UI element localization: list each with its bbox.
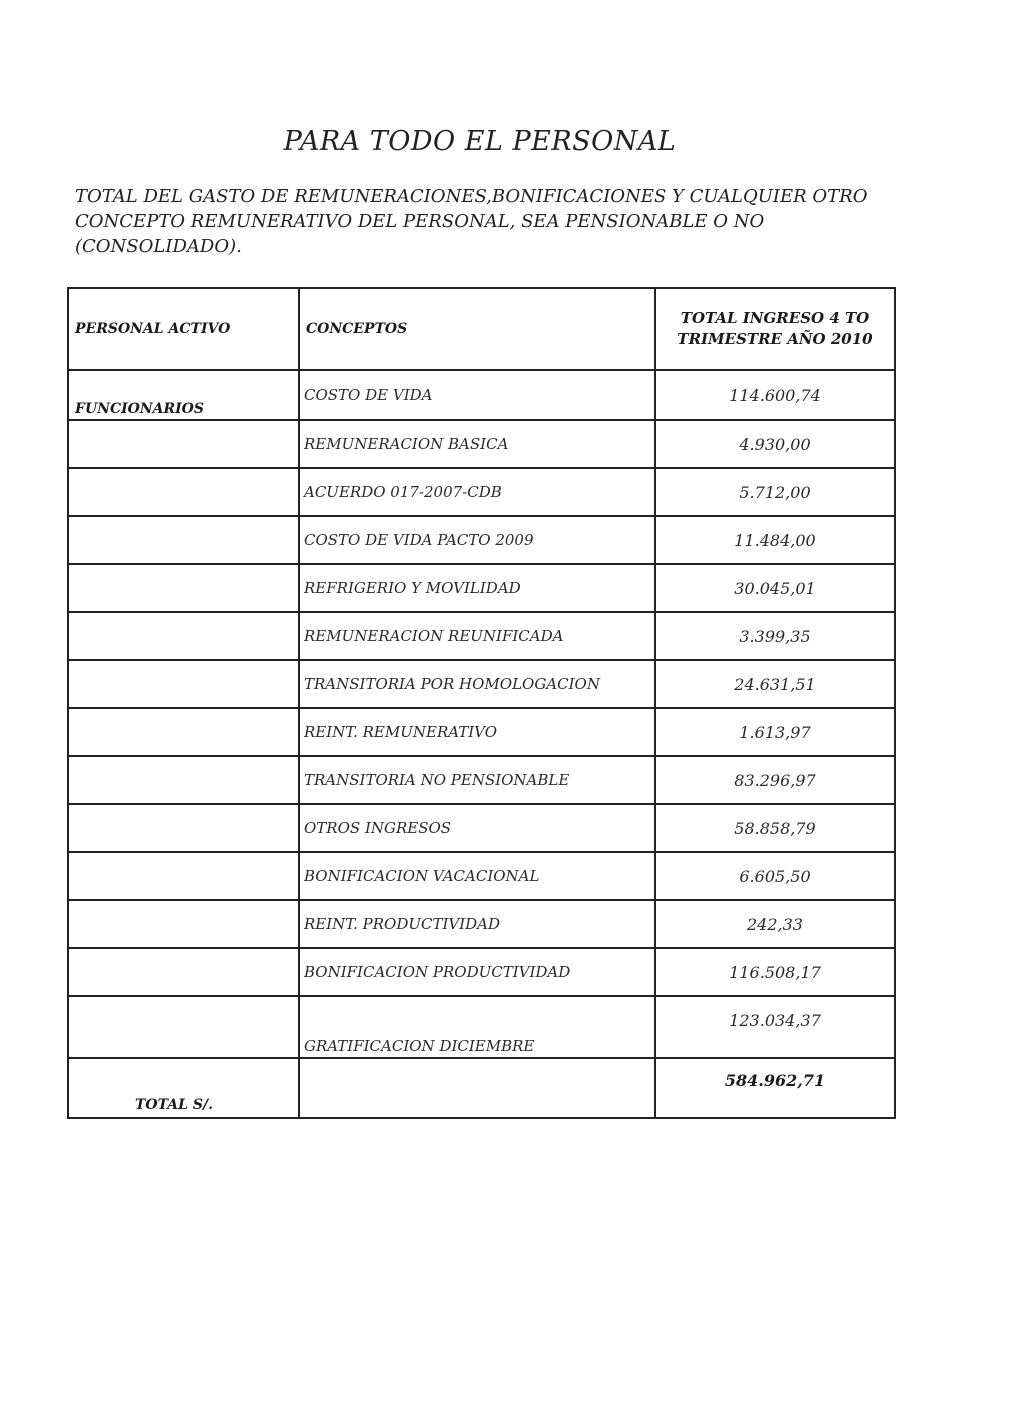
total-empty-cell bbox=[299, 1058, 655, 1118]
amount-cell: 5.712,00 bbox=[655, 468, 895, 516]
concept-cell: REMUNERACION BASICA bbox=[299, 420, 655, 468]
personal-cell bbox=[68, 468, 299, 516]
concept-cell: REINT. REMUNERATIVO bbox=[299, 708, 655, 756]
table-row bbox=[68, 804, 895, 852]
concept-cell: GRATIFICACION DICIEMBRE bbox=[299, 996, 655, 1058]
description-line-1: TOTAL DEL GASTO DE REMUNERACIONES,BONIFICACIONES Y CUALQUIER OTRO bbox=[75, 186, 868, 207]
amount-cell: 11.484,00 bbox=[655, 516, 895, 564]
amount-cell: 30.045,01 bbox=[655, 564, 895, 612]
amount-cell: 4.930,00 bbox=[655, 420, 895, 468]
concept-cell: COSTO DE VIDA PACTO 2009 bbox=[299, 516, 655, 564]
table-row bbox=[68, 420, 895, 468]
description-line-3: (CONSOLIDADO). bbox=[75, 236, 242, 257]
personal-cell bbox=[68, 852, 299, 900]
header-total-ingreso bbox=[655, 288, 895, 370]
concept-cell: OTROS INGRESOS bbox=[299, 804, 655, 852]
personal-cell bbox=[68, 660, 299, 708]
header-total-ingreso-line-2: TRIMESTRE AÑO 2010 bbox=[677, 330, 873, 348]
header-personal-activo: PERSONAL ACTIVO bbox=[68, 288, 299, 370]
amount-cell: 114.600,74 bbox=[655, 370, 895, 420]
total-row bbox=[68, 1058, 895, 1118]
concept-cell: COSTO DE VIDA bbox=[299, 370, 655, 420]
table-row bbox=[68, 996, 895, 1058]
amount-cell: 6.605,50 bbox=[655, 852, 895, 900]
personal-cell bbox=[68, 420, 299, 468]
table-row bbox=[68, 900, 895, 948]
table-row bbox=[68, 370, 895, 420]
description-line-2: CONCEPTO REMUNERATIVO DEL PERSONAL, SEA PENSIONABLE O NO bbox=[75, 211, 765, 232]
personal-cell bbox=[68, 708, 299, 756]
total-label: TOTAL S/. bbox=[68, 1058, 299, 1118]
page-title: PARA TODO EL PERSONAL bbox=[283, 126, 677, 157]
remuneration-table bbox=[67, 287, 894, 1119]
personal-cell bbox=[68, 516, 299, 564]
table-row bbox=[68, 660, 895, 708]
amount-cell: 1.613,97 bbox=[655, 708, 895, 756]
amount-cell: 116.508,17 bbox=[655, 948, 895, 996]
concept-cell: REFRIGERIO Y MOVILIDAD bbox=[299, 564, 655, 612]
header-conceptos: CONCEPTOS bbox=[299, 288, 655, 370]
concept-cell: REINT. PRODUCTIVIDAD bbox=[299, 900, 655, 948]
concept-cell: TRANSITORIA POR HOMOLOGACION bbox=[299, 660, 655, 708]
concept-cell: BONIFICACION VACACIONAL bbox=[299, 852, 655, 900]
table-header-row bbox=[68, 288, 895, 370]
group-label: FUNCIONARIOS bbox=[68, 370, 299, 420]
table-row bbox=[68, 516, 895, 564]
amount-cell: 83.296,97 bbox=[655, 756, 895, 804]
personal-cell bbox=[68, 948, 299, 996]
table-row bbox=[68, 612, 895, 660]
table-row bbox=[68, 852, 895, 900]
concept-cell: TRANSITORIA NO PENSIONABLE bbox=[299, 756, 655, 804]
concept-cell: BONIFICACION PRODUCTIVIDAD bbox=[299, 948, 655, 996]
amount-cell: 24.631,51 bbox=[655, 660, 895, 708]
personal-cell bbox=[68, 564, 299, 612]
amount-cell: 58.858,79 bbox=[655, 804, 895, 852]
table-row bbox=[68, 708, 895, 756]
concept-cell: REMUNERACION REUNIFICADA bbox=[299, 612, 655, 660]
personal-cell bbox=[68, 612, 299, 660]
table-row bbox=[68, 948, 895, 996]
description bbox=[75, 184, 905, 259]
amount-cell: 3.399,35 bbox=[655, 612, 895, 660]
table-row bbox=[68, 564, 895, 612]
total-amount: 584.962,71 bbox=[655, 1058, 895, 1118]
header-total-ingreso-line-1: TOTAL INGRESO 4 TO bbox=[680, 309, 870, 327]
personal-cell bbox=[68, 996, 299, 1058]
personal-cell bbox=[68, 804, 299, 852]
concept-cell: ACUERDO 017-2007-CDB bbox=[299, 468, 655, 516]
table-row bbox=[68, 756, 895, 804]
amount-cell: 242,33 bbox=[655, 900, 895, 948]
amount-cell: 123.034,37 bbox=[655, 996, 895, 1058]
table-row bbox=[68, 468, 895, 516]
personal-cell bbox=[68, 900, 299, 948]
personal-cell bbox=[68, 756, 299, 804]
